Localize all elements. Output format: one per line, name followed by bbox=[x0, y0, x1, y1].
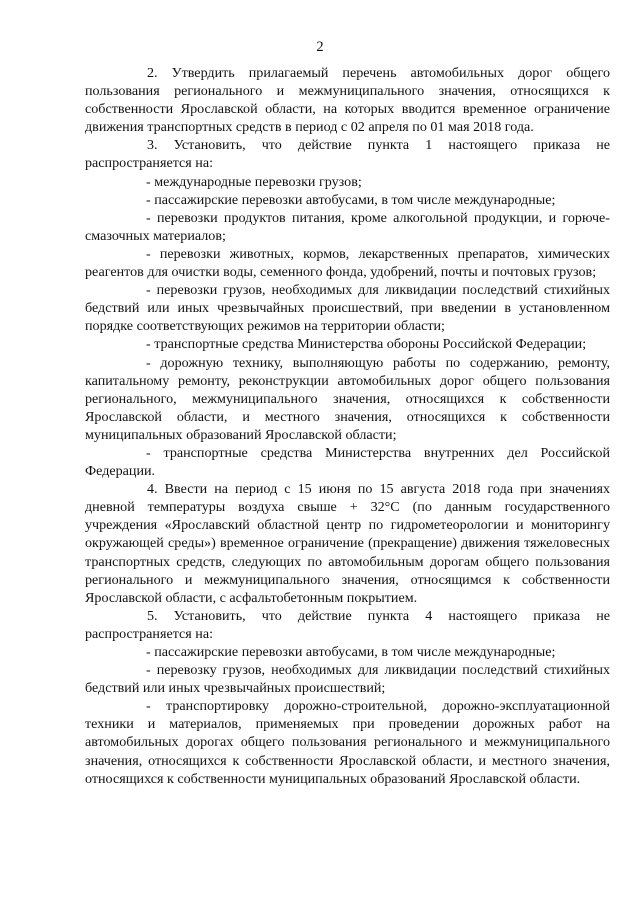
list-item: - пассажирские перевозки автобусами, в том числе международные; bbox=[146, 644, 556, 660]
list-item: - дорожную технику, выполняющую работы по содержанию, ремонту, капитальному ремонту, реконструкции автомобильных дорог общего пользования регионального, межмуниципального значения, относящихся к собственности Ярославской области, и местного значения, относящихся к собственности муниципальных образований Ярославской области; bbox=[85, 354, 610, 443]
list-item: - транспортные средства Министерства обороны Российской Федерации; bbox=[146, 336, 587, 353]
paragraph-item-3: 3. Установить, что действие пункта 1 настоящего приказа не распространяется на: bbox=[85, 137, 610, 172]
list-item: - перевозки животных, кормов, лекарственных препаратов, химических реагентов для очистки воды, семенного фонда, удобрений, почты и почтовых грузов; bbox=[85, 245, 610, 281]
list-item: - перевозку грузов, необходимых для ликвидации последствий стихийных бедствий или иных чрезвычайных происшествий; bbox=[85, 662, 610, 697]
paragraph-item-5: 5. Установить, что действие пункта 4 настоящего приказа не распространяется на: bbox=[85, 607, 610, 642]
page-number: 2 bbox=[316, 39, 324, 55]
list-item: - транспортировку дорожно-строительной, дорожно-эксплуатационной техники и материалов, применяемых при проведении дорожных работ на автомобильных дорогах общего пользования регионального и межмуниципального значения, относящихся к собственности Ярославской области, и местного значения, относящихся к собственности муниципальных образований Ярославской области. bbox=[85, 698, 610, 787]
document-body bbox=[85, 64, 610, 788]
list-item: - транспортные средства Министерства внутренних дел Российской Федерации. bbox=[85, 444, 610, 480]
list-item: - международные перевозки грузов; bbox=[146, 173, 362, 190]
list-item: - пассажирские перевозки автобусами, в том числе международные; bbox=[146, 191, 556, 208]
paragraph-item-2: 2. Утвердить прилагаемый перечень автомобильных дорог общего пользования регионального и межмуниципального значения, относящихся к собственности Ярославской области, на которых вводится временное ограничение движения транспортных средств в период с 02 апреля по 01 мая 2018 года. bbox=[85, 65, 610, 136]
paragraph-item-4: 4. Ввести на период с 15 июня по 15 августа 2018 года при значениях дневной температуры воздуха свыше + 32°С (по данным государственного учреждения «Ярославский областной центр по гидрометеорологии и мониторингу окружающей среды») временное ограничение (прекращение) движения тяжеловесных транспортных средств, следующих по автомобильным дорогам общего пользования регионального и межмуниципального значения, относящимся к собственности Ярославской области, с асфальтобетонным покрытием. bbox=[85, 481, 610, 606]
list-item: - перевозки продуктов питания, кроме алкогольной продукции, и горюче-смазочных материалов; bbox=[85, 209, 610, 244]
list-item: - перевозки грузов, необходимых для ликвидации последствий стихийных бедствий или иных чрезвычайных происшествий, при введении в установленном порядке соответствующих режимов на территории области; bbox=[85, 282, 610, 335]
